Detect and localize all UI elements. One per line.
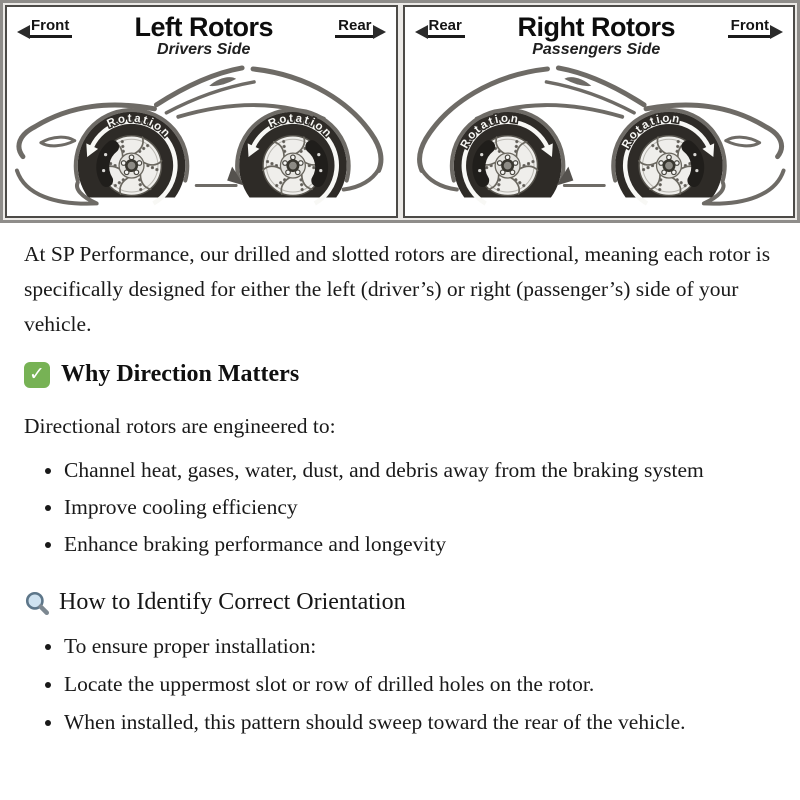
heading-text: Why Direction Matters xyxy=(61,361,300,388)
left-panel-header xyxy=(7,7,396,59)
intro-paragraph: At SP Performance, our drilled and slotted rotors are directional, meaning each rotor is specifically designed for either the left (driver’s) or right (passenger’s) side of your vehicle. xyxy=(24,242,771,337)
list-item: • Improve cooling efficiency xyxy=(64,490,776,525)
left-rotors-panel xyxy=(5,5,398,218)
direction-label-text: Rear xyxy=(335,18,374,38)
identify-orientation-heading xyxy=(24,589,776,616)
panel-title: Right Rotors xyxy=(517,12,675,42)
right-panel-titles xyxy=(465,13,728,59)
list-item: • Locate the uppermost slot or row of drilled holes on the rotor. xyxy=(64,667,776,702)
arrow-right-icon xyxy=(770,25,783,39)
direction-label-text: Rear xyxy=(426,18,465,38)
engineered-lead: Directional rotors are engineered to: xyxy=(24,414,336,439)
magnifying-glass-icon xyxy=(24,590,50,616)
rear-direction-label xyxy=(415,18,465,38)
rear-direction-label xyxy=(335,18,385,38)
why-bullet-list xyxy=(24,453,776,562)
identify-bullet-list xyxy=(24,629,776,740)
arrow-left-icon xyxy=(415,25,428,39)
rotation-label: Rotation xyxy=(458,112,521,151)
list-item: • Enhance braking performance and longevity xyxy=(64,527,776,562)
heading-text: How to Identify Correct Orientation xyxy=(59,589,406,616)
rotation-label: Rotation xyxy=(619,112,682,151)
direction-label-text: Front xyxy=(28,18,72,38)
panel-subtitle: Drivers Side xyxy=(157,41,251,58)
panel-title: Left Rotors xyxy=(134,12,273,42)
right-panel-header xyxy=(405,7,794,59)
arrow-right-icon xyxy=(373,25,386,39)
rotation-label: Rotation xyxy=(105,112,174,141)
front-direction-label xyxy=(17,18,72,38)
right-car-diagram xyxy=(405,59,794,216)
figure-frame xyxy=(0,0,800,223)
check-mark-icon: ✓ xyxy=(24,362,50,388)
arrow-left-icon xyxy=(17,25,30,39)
list-item: • To ensure proper installation: xyxy=(64,629,776,664)
left-panel-titles xyxy=(72,13,335,59)
left-car-diagram xyxy=(7,59,396,216)
rotor-article xyxy=(0,237,800,740)
list-item: • When installed, this pattern should sweep toward the rear of the vehicle. xyxy=(64,705,776,740)
rotation-label: Rotation xyxy=(266,112,335,141)
direction-label-text: Front xyxy=(728,18,772,38)
list-item: • Channel heat, gases, water, dust, and debris away from the braking system xyxy=(64,453,776,488)
why-direction-matters-heading xyxy=(24,361,776,388)
panel-subtitle: Passengers Side xyxy=(532,41,661,58)
right-rotors-panel xyxy=(403,5,796,218)
front-direction-label xyxy=(728,18,783,38)
rotor-direction-figure xyxy=(0,0,800,223)
